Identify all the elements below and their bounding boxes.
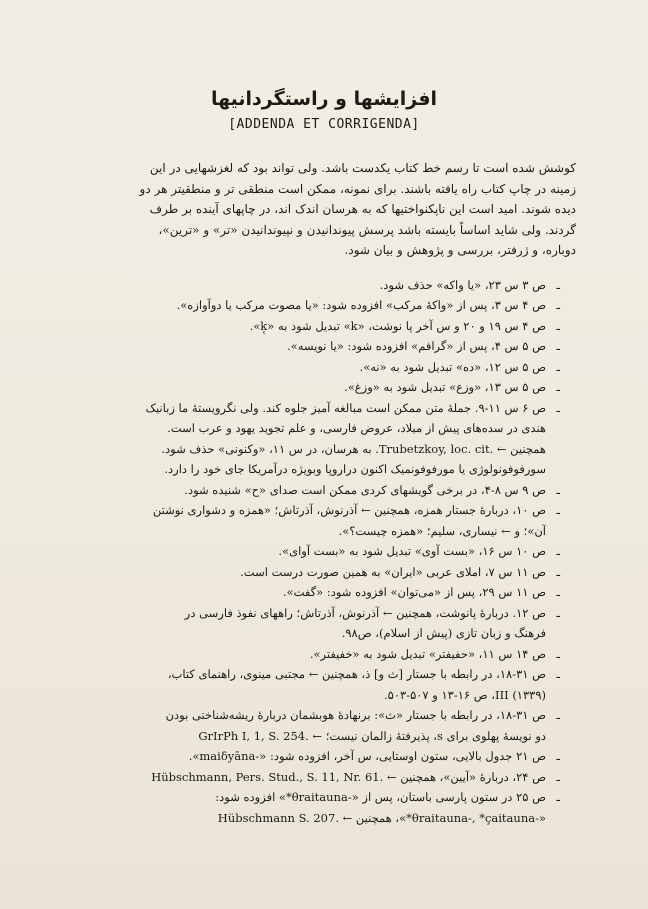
entry-line: هندی در سده‌های پیش از میلاد، عروض فارسی، و علم تجوید یهود و عرب است. (167, 421, 546, 435)
corrigendum-entry (104, 644, 560, 665)
entry-dash: ـ (556, 585, 560, 599)
corrigendum-entry (104, 787, 560, 828)
corrigendum-entry (104, 541, 560, 562)
entry-dash: ـ (556, 359, 560, 374)
entry-line: ص ۱۲. دربارهٔ پانوشت، همچنین ← آذرنوش، آذرتاش؛ راههای نفوذ فارسی در (184, 605, 546, 620)
entry-line: ص ۳۱-۱۸، در رابطه با جستار «ث»: برنهادهٔ هوبشمان دربارهٔ ریشه‌شناختی بودن (165, 708, 546, 722)
intro-line: زمینه در چاپ کتاب راه یافته باشند. برای نمونه، ممکن است منطقی تر و منطقیتر هر دو (139, 181, 576, 196)
intro-line: دیده شوند. امید است این ناپکنواختیها که به هرسان اندک اند، در چاپهای آینده بر طرف (149, 202, 576, 216)
corrigendum-entry (104, 603, 560, 644)
entry-line: ص ۱۰ س ۱۶، «بست آوی» تبدیل شود به «بست آوای». (278, 544, 546, 558)
entry-dash: ـ (556, 339, 560, 353)
entry-line: ص ۲۴، دربارهٔ «آیین»، همچنین ← .Hübschmann, Pers. Stud., S. 11, Nr. 61 (151, 769, 546, 784)
entry-dash: ـ (556, 380, 560, 394)
corrigendum-entry (104, 316, 560, 337)
intro-line: گردند. ولی شاید اساساً بایسته باشد پرسش پیوندانیدن و نپیوندانیدن «تر» و «ترین»، (158, 222, 576, 237)
entry-line: ص ۱۴ س ۱۱، «حفیفتر» تبدیل شود به «خفیفتر». (309, 646, 546, 661)
entry-dash: ـ (556, 482, 560, 497)
entry-line: ص ۲۵ در ستون پارسی باستان، پس از «-θraitauna*» افزوده شود: (215, 790, 546, 804)
entry-line: ص ۳۱-۱۸، در رابطه با جستار [ث و] ذ، همچنین ← مجتبی مینوی، راهنمای کتاب، (167, 667, 546, 681)
corrigendum-entry (104, 582, 560, 603)
corrigendum-entry (104, 398, 560, 480)
entry-line: سورفوفونولوژی یا مورفوفونمیک اکنون دراروپا وبویژه درآمریکا جای خود را دارد. (164, 462, 546, 476)
entry-line: ص ۵ س ۱۳، «وزع» تبدیل شود به «وزغ». (344, 380, 546, 394)
entry-dash: ـ (556, 298, 560, 312)
corrigendum-entry (104, 336, 560, 357)
entry-dash: ـ (556, 318, 560, 333)
entry-dash: ـ (556, 708, 560, 722)
entry-line: ص ۴ س ۱۹ و ۲۰ و س آخر پا نوشت، «k» تبدیل شود به «k̜». (249, 318, 546, 333)
entry-line: ص ۹ س ۸-۴، در برخی گویشهای کردی ممکن است صدای «ح» شنیده شود. (184, 482, 546, 497)
corrigendum-entry (104, 500, 560, 541)
corrigendum-entry (104, 480, 560, 501)
entry-dash: ـ (556, 503, 560, 517)
page-header (0, 0, 648, 134)
entry-dash: ـ (556, 769, 560, 784)
entry-line: III (۱۳۳۹)، ص ۱۶-۱۳ و ۵۰۷-۵۰۳. (384, 687, 546, 702)
entry-dash: ـ (556, 667, 560, 681)
entry-line: دو نویسهٔ پهلوی برای s، پذیرفتهٔ زالمان نیست؛ ← .GrIrPh I, 1, S. 254 (198, 728, 546, 743)
entry-dash: ـ (556, 400, 560, 415)
entry-line: ص ۵ س ۴، پس از «گرافم» افزوده شود: «یا نویسه». (287, 339, 546, 353)
entry-dash: ـ (556, 646, 560, 661)
corrigendum-entry (104, 377, 560, 398)
intro-line: دوباره، و ژرفتر، بررسی و پژوهش و بیان شود. (344, 243, 576, 257)
entry-dash: ـ (556, 564, 560, 579)
corrigendum-entry (104, 562, 560, 583)
entry-line: آن»؛ و ← نیساری، سلیم؛ «همزه چیست؟». (338, 523, 546, 538)
entry-line: ص ۲۱ جدول بالایی، ستون اوستایی، س آخر، افزوده شود: «-maiδyāna». (188, 749, 546, 763)
entry-dash: ـ (556, 749, 560, 763)
page-title: افزایشها و راستگردانیها (210, 88, 438, 110)
corrigendum-entry (104, 705, 560, 746)
entry-dash: ـ (556, 277, 560, 292)
intro-paragraph (104, 158, 576, 261)
entry-dash: ـ (556, 605, 560, 620)
entry-line: ص ۴ س ۳، پس از «واکهٔ مرکب» افزوده شود: «یا مصوت مرکب یا دوآوازه». (176, 298, 546, 312)
corrigendum-entry (104, 295, 560, 316)
entry-line: ص ۱۰، دربارهٔ جستار همزه، همچنین ← آذرنوش، آذرتاش؛ «همزه و دشواری نوشتن (152, 503, 546, 517)
corrigenda-list (104, 275, 560, 829)
entry-line: فرهنگ و زبان تازی (پیش از اسلام)، ص۹۸. (341, 626, 546, 640)
page-subtitle: [ADDENDA ET CORRIGENDA] (228, 117, 420, 132)
entry-line: ص ۳ س ۲۳، «یا واکه» حذف شود. (379, 277, 546, 292)
corrigendum-entry (104, 746, 560, 767)
entry-line: ص ۶ س ۱۱-۹. جملهٔ متن ممکن است مبالغه آمیز جلوه کند. ولی نگرویستهٔ ما زبانیک (145, 400, 546, 415)
intro-line: کوشش شده است تا رسم خط کتاب یکدست باشد. ولی تواند بود که لغزشهایی در این (149, 161, 576, 175)
entry-line: ص ۵ س ۱۲، «ده» تبدیل شود به «نه». (359, 359, 546, 374)
entry-dash: ـ (556, 790, 560, 804)
corrigendum-entry (104, 664, 560, 705)
entry-line: ص ۱۱ س ۷، املای عربی «ایران» به همین صورت درست است. (240, 564, 546, 579)
entry-line: ص ۱۱ س ۲۹، پس از «می‌توان» افزوده شود: «گفت». (282, 585, 546, 599)
corrigendum-entry (104, 767, 560, 788)
corrigendum-entry (104, 357, 560, 378)
entry-line: «-θraitauna-, *çaitauna*»، همچنین ← .Hübschmann S. 207 (217, 810, 546, 825)
entry-line: همچنین ← .Trubetzkoy, loc. cit. به هرسان، در س ۱۱، «وکنونی» حذف شود. (161, 441, 546, 456)
entry-dash: ـ (556, 544, 560, 558)
corrigendum-entry (104, 275, 560, 296)
